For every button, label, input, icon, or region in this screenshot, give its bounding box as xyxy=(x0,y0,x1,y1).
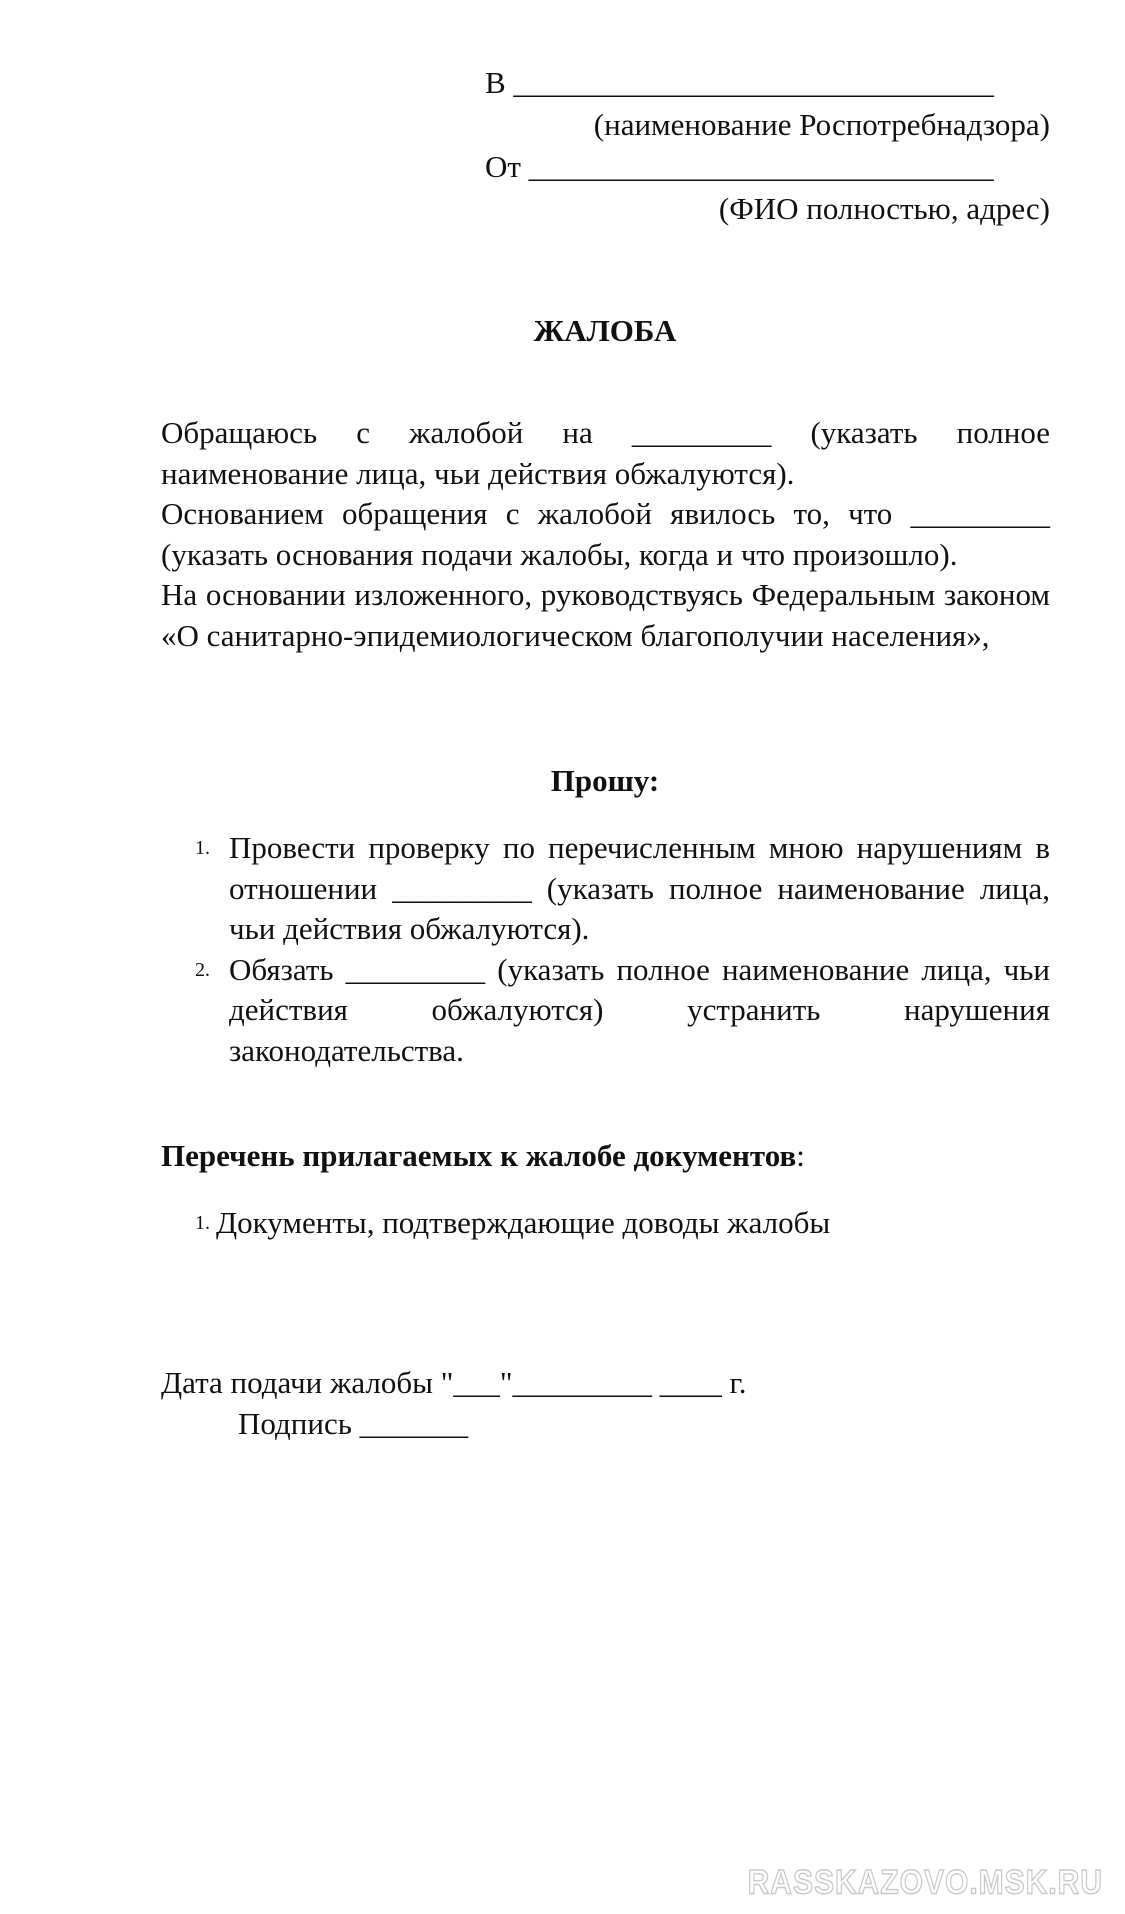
attachments-heading xyxy=(161,1138,805,1174)
list-number: 1. xyxy=(195,1212,210,1234)
attachment-item xyxy=(161,1203,1050,1244)
request-item xyxy=(161,828,1050,950)
addressee-block xyxy=(485,62,1050,230)
list-number: 1. xyxy=(195,837,210,859)
recipient-line: В _______________________________ xyxy=(485,65,994,100)
sender-line: От ______________________________ xyxy=(485,149,994,184)
attachments-heading-colon: : xyxy=(796,1138,805,1173)
complaint-paragraph-subject: Обращаюсь с жалобой на _________ (указать полное наименование лица, чьи действия обжалуются). xyxy=(161,415,1050,491)
attachments-list xyxy=(161,1203,1050,1244)
list-number: 2. xyxy=(195,958,210,981)
signature-line: Подпись _______ xyxy=(238,1406,469,1441)
complaint-paragraph-legal-basis: На основании изложенного, руководствуясь Федеральным законом «О санитарно-эпидемиологическом благополучии населения», xyxy=(161,577,1050,653)
submission-date-line: Дата подачи жалобы "___"_________ ____ г. xyxy=(161,1365,747,1400)
complaint-paragraph-grounds: Основанием обращения с жалобой явилось то, что _________ (указать основания подачи жалобы, когда и что произошло). xyxy=(161,496,1050,572)
sender-caption: (ФИО полностью, адрес) xyxy=(718,191,1050,226)
recipient-caption: (наименование Роспотребнадзора) xyxy=(593,107,1050,142)
request-item xyxy=(161,950,1050,1072)
request-item-text: Обязать _________ (указать полное наименование лица, чьи действия обжалуются) устранить нарушения законодательства. xyxy=(229,951,1050,1068)
attachment-item-text: Документы, подтверждающие доводы жалобы xyxy=(216,1205,831,1240)
request-heading: Прошу: xyxy=(550,763,660,798)
document-title: ЖАЛОБА xyxy=(533,313,677,348)
site-watermark: RASSKAZOVO.MSK.RU xyxy=(747,1863,1103,1902)
complaint-body xyxy=(161,413,1050,656)
request-item-text: Провести проверку по перечисленным мною нарушениям в отношении _________ (указать полное наименование лица, чьи действия обжалуются). xyxy=(229,830,1050,946)
attachments-heading-text: Перечень прилагаемых к жалобе документов xyxy=(161,1138,797,1173)
request-list xyxy=(161,828,1050,1071)
